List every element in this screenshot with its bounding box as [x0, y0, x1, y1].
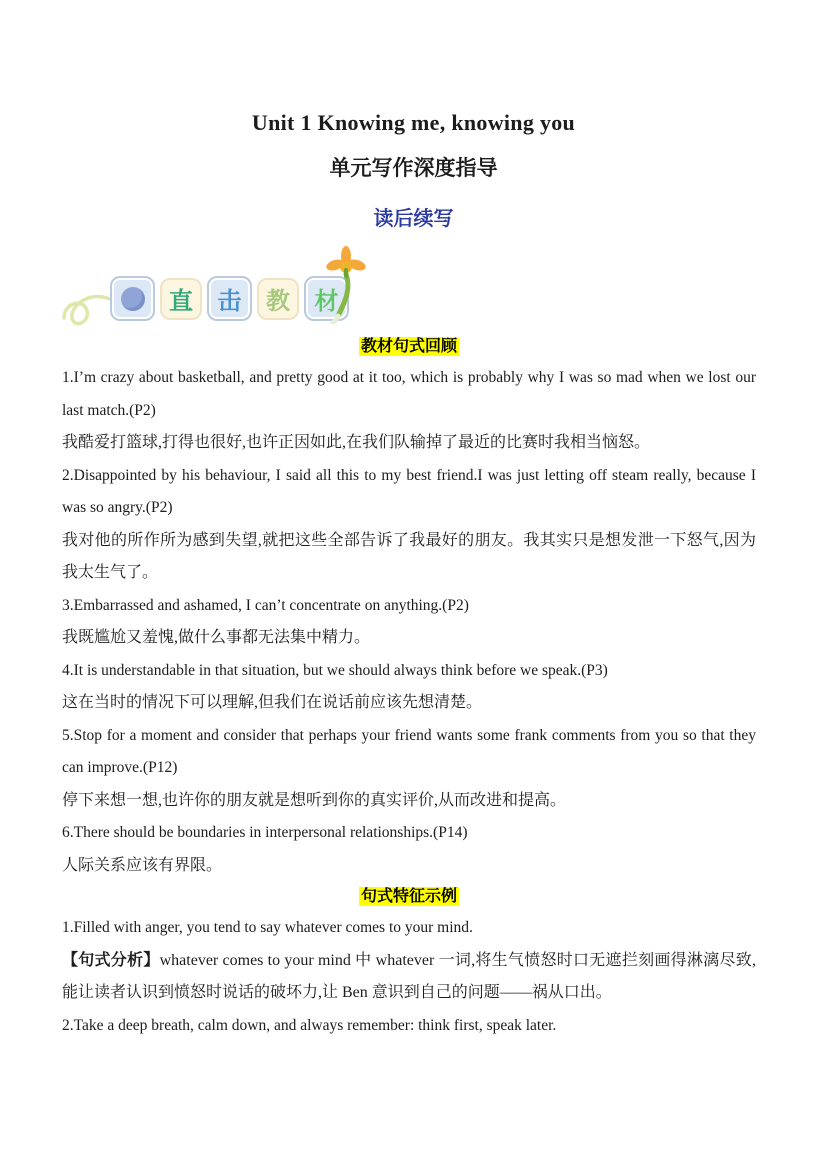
- translation-zh: 【句式分析】whatever comes to your mind 中 whatever 一词,将生气愤怒时口无遮拦刻画得淋漓尽致,能让读者认识到愤怒时说话的破坏力,让 Ben 意识到自己的问题——祸从口出。: [62, 951, 756, 1001]
- sentence-en: 3.Embarrassed and ashamed, I can’t concentrate on anything.(P2): [62, 596, 469, 614]
- translation-zh: 人际关系应该有界限。: [62, 856, 223, 874]
- translation-zh: 我既尴尬又羞愧,做什么事都无法集中精力。: [62, 629, 371, 646]
- translation-zh: 这在当时的情况下可以理解,但我们在说话前应该先想清楚。: [62, 694, 483, 711]
- banner-tile-cai: 材: [304, 276, 349, 321]
- section-heading: [62, 332, 756, 362]
- section-heading: [62, 882, 756, 912]
- sentence-en: 6.There should be boundaries in interpersonal relationships.(P14): [62, 824, 468, 841]
- banner-tile-ball: [110, 276, 155, 321]
- analysis-label: 【句式分析】: [62, 951, 160, 969]
- translation-zh: 我对他的所作所为感到失望,就把这些全部告诉了我最好的朋友。我其实只是想发泄一下怒气,因为我太生气了。: [62, 531, 756, 581]
- document-body: [62, 332, 756, 1042]
- banner-tile-jiao: 教: [257, 278, 299, 320]
- sentence-en: 1.I’m crazy about basketball, and pretty good at it too, which is probably why I was so mad when we lost our last match.(P2): [62, 369, 756, 419]
- translation-zh: 我酷爱打篮球,打得也很好,也许正因如此,在我们队输掉了最近的比赛时我相当恼怒。: [62, 434, 651, 451]
- banner-tile-zhi: 直: [160, 278, 202, 320]
- yarn-ball-icon: [121, 287, 145, 311]
- sentence-en: 1.Filled with anger, you tend to say whatever comes to your mind.: [62, 919, 473, 936]
- sentence-en: 5.Stop for a moment and consider that perhaps your friend wants some frank comments from you so that they can improve.(P12): [62, 726, 756, 776]
- section-label: 读后续写: [373, 208, 454, 230]
- translation-zh: 停下来想一想,也许你的朋友就是想听到你的真实评价,从而改进和提高。: [62, 791, 567, 809]
- decorative-banner: [62, 246, 374, 338]
- flower-icon: [322, 246, 366, 324]
- section-heading-highlight: 句式特征示例: [360, 888, 457, 905]
- section-heading-highlight: 教材句式回顾: [360, 338, 457, 355]
- sentence-en: 2.Disappointed by his behaviour, I said all this to my best friend.I was just letting off steam really, because I was so angry.(P2): [62, 466, 756, 516]
- banner-tiles: [110, 276, 349, 321]
- sentence-en: 2.Take a deep breath, calm down, and always remember: think first, speak later.: [62, 1016, 557, 1034]
- page-title: Unit 1 Knowing me, knowing you: [251, 110, 576, 135]
- sentence-en: 4.It is understandable in that situation, but we should always think before we speak.(P3): [62, 661, 608, 679]
- page-subtitle: 单元写作深度指导: [329, 156, 498, 180]
- banner-tile-ji: 击: [207, 276, 252, 321]
